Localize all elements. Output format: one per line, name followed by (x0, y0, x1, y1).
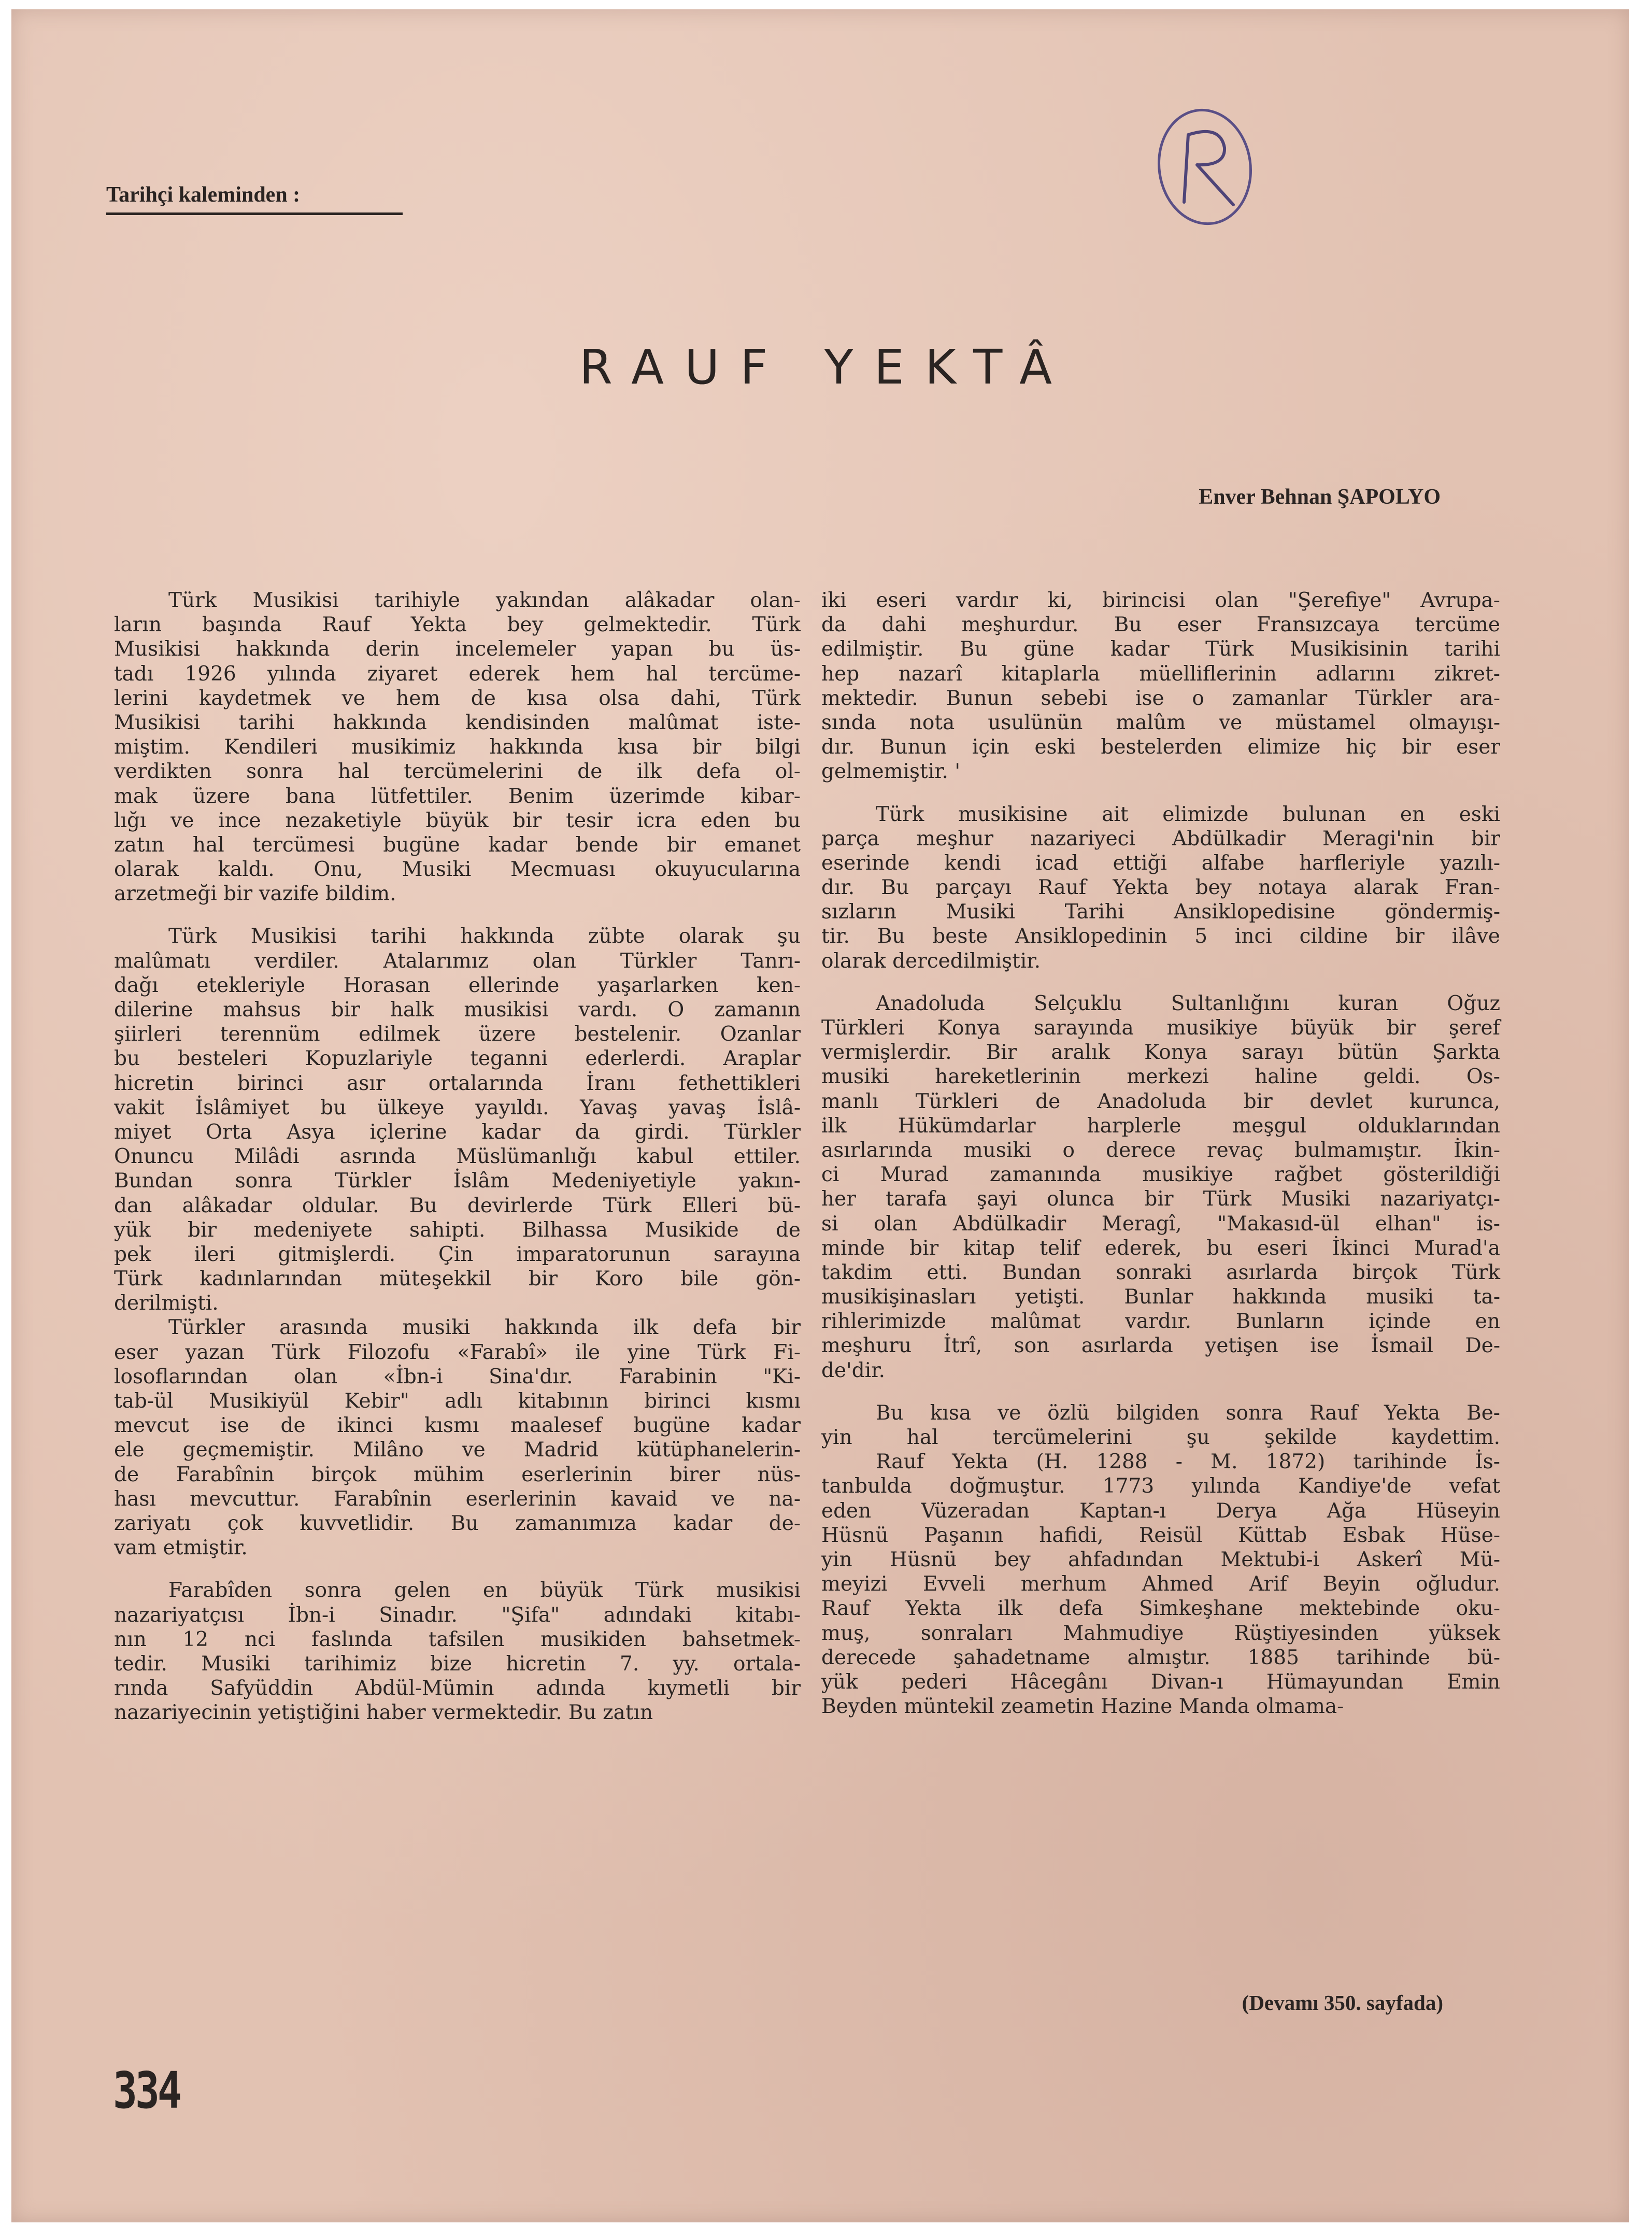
text-line: gelmemiştir. ' (821, 760, 961, 784)
text-line: hası mevcuttur. Farabînin eserlerinin kavaid ve na- (114, 1487, 801, 1511)
text-line: nazariyatçısı İbn-i Sinadır. "Şifa" adındaki kitabı- (114, 1603, 801, 1627)
text-line: rında Safyüddin Abdül-Mümin adında kıymetli bir (114, 1677, 801, 1700)
text-line: iki eseri vardır ki, birincisi olan "Şerefiye" Avrupa- (821, 589, 1500, 612)
text-line: pek ileri gitmişlerdi. Çin imparatorunun sarayına (114, 1242, 801, 1266)
text-line: da dahi meşhurdur. Bu eser Fransızcaya tercüme (821, 613, 1500, 637)
text-line: lığı ve ince nezaketiyle büyük bir tesir icra eden bu (114, 809, 801, 832)
text-line: arzetmeği bir vazife bildim. (114, 882, 396, 906)
text-line: minde bir kitap telif ederek, bu eseri İkinci Murad'a (821, 1236, 1500, 1260)
text-line: Türk musikisine ait elimizde bulunan en eski (876, 802, 1500, 826)
text-line: Rauf Yekta (H. 1288 - M. 1872) tarihinde İs- (876, 1450, 1500, 1474)
page-number: 334 (113, 2062, 180, 2120)
text-line: dır. Bunun için eski bestelerden elimize hiç bir eser (821, 735, 1500, 759)
text-line: Hüsnü Paşanın hafidi, Reisül Küttab Esbak Hüse- (821, 1523, 1500, 1547)
text-line: meyizi Evveli merhum Ahmed Arif Beyin oğludur. (821, 1572, 1500, 1596)
text-line: zariyatı çok kuvvetlidir. Bu zamanımıza kadar de- (114, 1511, 801, 1535)
text-line: yin hal tercümelerini şu şekilde kaydettim. (821, 1426, 1500, 1449)
text-line: ların başında Rauf Yekta bey gelmektedir. Türk (114, 613, 801, 637)
text-line: yük bir medeniyete sahipti. Bilhassa Musikide de (114, 1218, 801, 1242)
text-line: dan alâkadar oldular. Bu devirlerde Türk Elleri bü- (114, 1194, 801, 1217)
continued-note: (Devamı 350. sayfada) (1242, 1991, 1443, 2015)
text-line: vermişlerdir. Bir aralık Konya sarayı bütün Şarkta (821, 1041, 1500, 1065)
paragraph (821, 1401, 1500, 1719)
text-line: dilerine mahsus bir halk musikisi vardı. O zamanın (114, 998, 801, 1022)
text-line: ci Murad zamanında musikiye rağbet gösterildiği (821, 1163, 1500, 1187)
text-line: derecede şahadetname almıştır. 1885 tarihinde bü- (821, 1646, 1500, 1669)
text-line: tedir. Musiki tarihimiz bize hicretin 7. yy. ortala- (114, 1652, 801, 1676)
text-line: tanbulda doğmuştur. 1773 yılında Kandiye'de vefat (821, 1475, 1500, 1498)
text-line: miyet Orta Asya içlerine kadar da girdi. Türkler (114, 1120, 801, 1144)
text-line: Farabîden sonra gelen en büyük Türk musikisi (168, 1579, 801, 1603)
article-title: RAUF YEKTÂ (579, 339, 1073, 395)
text-line: nazariyecinin yetiştiğini haber vermektedir. Bu zatın (114, 1701, 653, 1725)
text-line: tir. Bu beste Ansiklopedinin 5 inci cildine bir ilâve (821, 925, 1500, 948)
right-column (821, 588, 1500, 1719)
text-line: dağı etekleriyle Horasan ellerinde yaşarlarken ken- (114, 973, 801, 997)
text-line: sında nota usulünün malûm ve müstamel olmayışı- (821, 711, 1500, 734)
text-line: Anadoluda Selçuklu Sultanlığını kuran Oğuz (876, 991, 1500, 1015)
text-line: parça meşhur nazariyeci Abdülkadir Meragi'nin bir (821, 827, 1500, 850)
text-line: şiirleri terennüm edilmek üzere bestelenir. Ozanlar (114, 1023, 801, 1046)
text-line: hep nazarî kitaplarla müelliflerinin adlarını zikret- (821, 662, 1500, 686)
paragraph-gap (114, 1560, 801, 1578)
text-line: si olan Abdülkadir Meragî, "Makasıd-ül elhan" is- (821, 1212, 1500, 1236)
text-line: losoflarından olan «İbn-i Sina'dır. Farabinin "Ki- (114, 1365, 801, 1388)
text-line: mektedir. Bunun sebebi ise o zamanlar Türkler ara- (821, 686, 1500, 710)
text-line: hicretin birinci asır ortalarında İranı fethettikleri (114, 1071, 801, 1095)
text-line: eden Vüzeradan Kaptan-ı Derya Ağa Hüseyin (821, 1499, 1500, 1523)
text-line: zatın hal tercümesi bugüne kadar bende bir emanet (114, 833, 801, 857)
text-line: manlı Türkleri de Anadoluda bir devlet kurunca, (821, 1089, 1500, 1113)
text-line: Musikisi tarihi hakkında kendisinden malûmat iste- (114, 711, 801, 734)
section-label: Tarihçi kaleminden : (106, 182, 403, 215)
text-line: rihlerimizde malûmat vardır. Bunların içinde en (821, 1310, 1500, 1334)
paragraph (114, 1578, 801, 1725)
paragraph (821, 991, 1500, 1383)
text-line: eserinde kendi icad ettiği alfabe harfleriyle yazılı- (821, 851, 1500, 875)
text-line: Türkler arasında musiki hakkında ilk defa bir (168, 1316, 801, 1340)
paragraph (821, 588, 1500, 784)
text-line: tadı 1926 yılında ziyaret ederek hem hal tercüme- (114, 662, 801, 686)
text-line: edilmiştir. Bu güne kadar Türk Musikisinin tarihi (821, 637, 1500, 661)
paragraph-gap (821, 784, 1500, 802)
left-column (114, 588, 801, 1725)
text-line: tab-ül Musikiyül Kebir" adlı kitabının birinci kısmı (114, 1390, 801, 1413)
text-line: mak üzere bana lütfettiler. Benim üzerimde kibar- (114, 784, 801, 808)
text-line: Rauf Yekta ilk defa Simkeşhane mektebinde oku- (821, 1597, 1500, 1621)
paragraph-gap (821, 1383, 1500, 1401)
text-line: ele geçmemiştir. Milâno ve Madrid kütüphanelerin- (114, 1438, 801, 1462)
text-line: de Farabînin birçok mühim eserlerinin birer nüs- (114, 1463, 801, 1486)
text-line: miştim. Kendileri musikimiz hakkında kısa bir bilgi (114, 735, 801, 759)
paragraph-gap (821, 973, 1500, 991)
author-name: Enver Behnan ŞAPOLYO (1199, 485, 1441, 509)
text-line: mevcut ise de ikinci kısmı maalesef bugüne kadar (114, 1414, 801, 1438)
text-line: eser yazan Türk Filozofu «Farabî» ile yine Türk Fi- (114, 1340, 801, 1364)
text-line: ilk Hükümdarlar harplerle meşgul olduklarından (821, 1114, 1500, 1138)
text-line: Türkleri Konya sarayında musikiye büyük bir şeref (821, 1016, 1500, 1040)
text-line: malûmatı verdiler. Atalarımız olan Türkler Tanrı- (114, 949, 801, 973)
text-line: bu besteleri Kopuzlariyle teganni ederlerdi. Araplar (114, 1047, 801, 1071)
text-line: Türk Musikisi tarihiyle yakından alâkadar olan- (168, 589, 801, 612)
text-line: musiki hareketlerinin merkezi haline geldi. Os- (821, 1065, 1500, 1089)
text-line: yin Hüsnü bey ahfadından Mektubi-i Askerî Mü- (821, 1548, 1500, 1571)
text-line: Türk Musikisi tarihi hakkında zübte olarak şu (168, 925, 801, 948)
text-line: takdim etti. Bundan sonraki asırlarda birçok Türk (821, 1260, 1500, 1284)
text-line: Beyden müntekil zeametin Hazine Manda olmama- (821, 1695, 1344, 1719)
text-line: muş, sonraları Mahmudiye Rüştiyesinden yüksek (821, 1621, 1500, 1645)
text-line: yük pederi Hâcegânı Divan-ı Hümayundan Emin (821, 1670, 1500, 1694)
text-line: vam etmiştir. (114, 1536, 248, 1560)
text-line: nın 12 nci faslında tafsilen musikiden bahsetmek- (114, 1627, 801, 1651)
paragraph-gap (114, 906, 801, 924)
text-line: verdikten sonra hal tercümelerini de ilk defa ol- (114, 760, 801, 784)
text-line: olarak dercedilmiştir. (821, 949, 1041, 973)
text-line: Türk kadınlarından müteşekkil bir Koro bile gön- (114, 1267, 801, 1291)
text-line: sızların Musiki Tarihi Ansiklopedisine göndermiş- (821, 900, 1500, 924)
text-line: asırlarında musiki o derece revaç bulmamıştır. İkin- (821, 1138, 1500, 1162)
paragraph (114, 588, 801, 906)
text-line: de'dir. (821, 1358, 885, 1382)
text-line: olarak kaldı. Onu, Musiki Mecmuası okuyucularına (114, 858, 801, 882)
text-line: Bundan sonra Türkler İslâm Medeniyetiyle yakın- (114, 1169, 801, 1193)
text-line: derilmişti. (114, 1292, 219, 1315)
text-line: her tarafa şayi olunca bir Türk Musiki nazariyatçı- (821, 1187, 1500, 1211)
text-line: vakit İslâmiyet bu ülkeye yayıldı. Yavaş yavaş İslâ- (114, 1096, 801, 1119)
text-line: Onuncu Milâdi asrında Müslümanlığı kabul ettiler. (114, 1145, 801, 1169)
paragraph (114, 924, 801, 1560)
text-line: musikişinasları yetişti. Bunlar hakkında musiki ta- (821, 1285, 1500, 1309)
text-line: Bu kısa ve özlü bilgiden sonra Rauf Yekta Be- (876, 1401, 1500, 1425)
paragraph (821, 802, 1500, 973)
text-line: dır. Bu parçayı Rauf Yekta bey notaya alarak Fran- (821, 876, 1500, 900)
handwritten-r-mark (1148, 98, 1262, 233)
text-line: meşhuru İtrî, son asırlarda yetişen ise İsmail De- (821, 1334, 1500, 1358)
text-line: lerini kaydetmek ve hem de kısa olsa dahi, Türk (114, 686, 801, 710)
text-line: Musikisi hakkında derin incelemeler yapan bu üs- (114, 637, 801, 661)
